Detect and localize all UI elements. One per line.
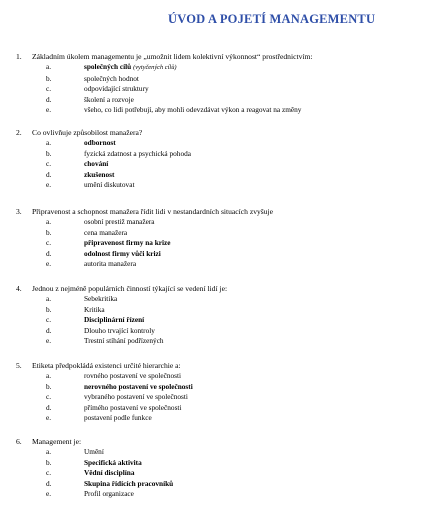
option-c xyxy=(16,84,421,95)
option-b xyxy=(16,228,421,239)
option-text: společných cílů xyxy=(84,62,132,71)
option-text: zkušenost xyxy=(84,169,115,179)
option-text: Dlouho trvající kontroly xyxy=(84,325,155,335)
option-letter: b. xyxy=(46,304,52,314)
option-letter: b. xyxy=(46,73,52,83)
option-d xyxy=(16,170,421,181)
question-6 xyxy=(16,437,421,500)
option-text: Trestní stíhání podřízených xyxy=(84,336,164,346)
option-letter: b. xyxy=(46,227,52,237)
option-letter: c. xyxy=(46,159,52,169)
option-letter: e. xyxy=(46,105,52,115)
option-text: cena manažera xyxy=(84,227,128,237)
option-text: vybraného postavení ve společnosti xyxy=(84,392,188,402)
option-text: odolnost firmy vůči krizi xyxy=(84,248,161,258)
option-text: Sebekritika xyxy=(84,294,118,303)
option-letter: b. xyxy=(46,381,52,391)
option-d xyxy=(16,249,421,260)
option-c xyxy=(16,392,421,403)
option-e xyxy=(16,413,421,424)
option-b xyxy=(16,74,421,85)
option-e xyxy=(16,336,421,347)
option-letter: a. xyxy=(46,217,52,226)
option-text: Profil organizace xyxy=(84,489,134,499)
option-letter: c. xyxy=(46,392,52,402)
option-letter: e. xyxy=(46,259,52,269)
question-4 xyxy=(16,284,421,347)
option-c xyxy=(16,238,421,249)
option-letter: c. xyxy=(46,84,52,94)
option-a xyxy=(16,138,421,149)
option-text: odpovídající struktury xyxy=(84,84,149,94)
option-text: připravenost firmy na krize xyxy=(84,238,171,248)
option-text: postavení podle funkce xyxy=(84,413,152,423)
option-letter: a. xyxy=(46,62,52,71)
option-letter: b. xyxy=(46,457,52,467)
option-a xyxy=(16,447,421,458)
question-2 xyxy=(16,128,421,191)
option-b xyxy=(16,149,421,160)
question-text: Základním úkolem managementu je „umožnit lidem kolektivní výkonnost“ prostřednictvím: xyxy=(32,52,313,61)
option-letter: e. xyxy=(46,180,52,190)
option-letter: a. xyxy=(46,294,52,303)
option-text: chování xyxy=(84,159,109,169)
option-text: Specifická aktivita xyxy=(84,457,142,467)
question-number: 1. xyxy=(16,52,22,61)
option-c xyxy=(16,315,421,326)
question-number: 2. xyxy=(16,128,22,137)
question-1 xyxy=(16,52,421,116)
option-text: Disciplinární řízení xyxy=(84,315,145,325)
option-a xyxy=(16,62,421,74)
option-letter: a. xyxy=(46,138,52,147)
option-text: Vědní disciplína xyxy=(84,468,135,478)
option-letter: d. xyxy=(46,248,52,258)
question-5 xyxy=(16,361,421,424)
option-e xyxy=(16,259,421,270)
option-letter: c. xyxy=(46,315,52,325)
option-letter: d. xyxy=(46,402,52,412)
option-d xyxy=(16,326,421,337)
option-letter: c. xyxy=(46,238,52,248)
option-text: Skupina řídících pracovníků xyxy=(84,478,174,488)
question-number: 4. xyxy=(16,284,22,293)
option-letter: d. xyxy=(46,169,52,179)
option-letter: c. xyxy=(46,468,52,478)
option-text: přímého postavení ve společnosti xyxy=(84,402,182,412)
option-letter: e. xyxy=(46,413,52,423)
option-b xyxy=(16,382,421,393)
question-number: 5. xyxy=(16,361,22,370)
option-letter: e. xyxy=(46,489,52,499)
option-c xyxy=(16,468,421,479)
option-letter: d. xyxy=(46,478,52,488)
option-c xyxy=(16,159,421,170)
option-text: rovného postavení ve společnosti xyxy=(84,371,182,380)
question-text: Co ovlivňuje způsobilost manažera? xyxy=(32,128,143,137)
option-b xyxy=(16,305,421,316)
option-d xyxy=(16,95,421,106)
option-text: školení a rozvoje xyxy=(84,94,134,104)
option-text: odbornost xyxy=(84,138,116,147)
page-title: ÚVOD A POJETÍ MANAGEMENTU xyxy=(168,12,376,26)
option-letter: b. xyxy=(46,148,52,158)
question-text: Etiketa předpokládá existenci určité hierarchie a: xyxy=(32,361,181,370)
option-letter: d. xyxy=(46,94,52,104)
option-e xyxy=(16,105,421,116)
option-b xyxy=(16,458,421,469)
question-3 xyxy=(16,207,421,270)
option-text: Umění xyxy=(84,447,104,456)
option-a xyxy=(16,294,421,305)
option-a xyxy=(16,371,421,382)
option-note: (vytyčených cílů) xyxy=(133,64,177,71)
option-text: nerovného postavení ve společnosti xyxy=(84,381,193,391)
option-text: osobní prestiž manažera xyxy=(84,217,155,226)
option-letter: e. xyxy=(46,336,52,346)
option-text: umění diskutovat xyxy=(84,180,135,190)
option-text: autorita manažera xyxy=(84,259,137,269)
option-d xyxy=(16,479,421,490)
question-number: 3. xyxy=(16,207,22,216)
option-a xyxy=(16,217,421,228)
option-letter: a. xyxy=(46,371,52,380)
option-text: fyzická zdatnost a psychická pohoda xyxy=(84,148,191,158)
question-number: 6. xyxy=(16,437,22,446)
option-text: všeho, co lidi potřebují, aby mohli odevzdávat výkon a reagovat na změny xyxy=(84,105,302,115)
option-text: společných hodnot xyxy=(84,73,139,83)
option-e xyxy=(16,489,421,500)
question-text: Připravenost a schopnost manažera řídit lidi v nestandardních situacích zvyšuje xyxy=(32,207,274,216)
option-letter: d. xyxy=(46,325,52,335)
question-text: Jednou z nejméně populárních činností týkající se vedení lidí je: xyxy=(32,284,228,293)
option-e xyxy=(16,180,421,191)
option-d xyxy=(16,403,421,414)
option-letter: a. xyxy=(46,447,52,456)
question-text: Management je: xyxy=(32,437,82,446)
option-text: Kritika xyxy=(84,304,105,314)
